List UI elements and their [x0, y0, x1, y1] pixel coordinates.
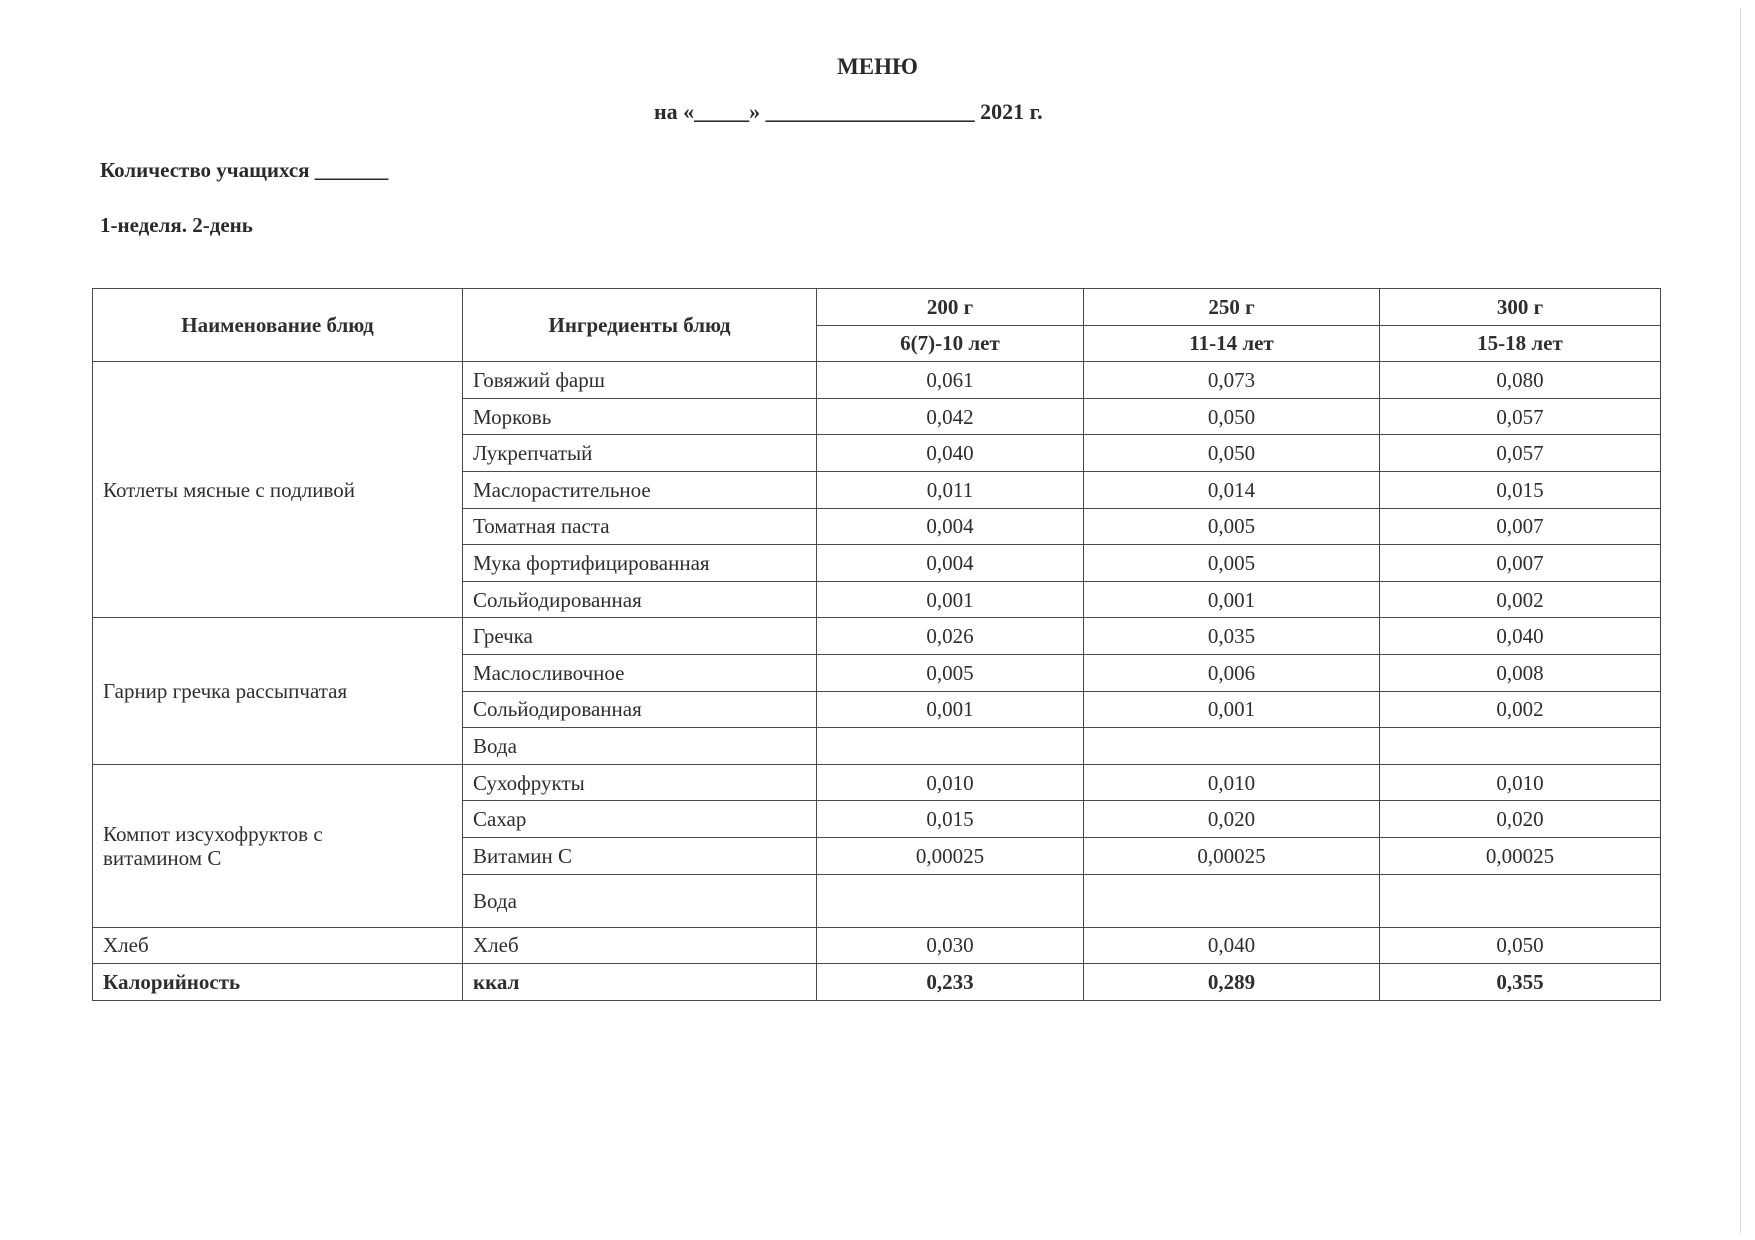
ingredient-name: Маслосливочное — [463, 654, 817, 691]
total-value: 0,289 — [1084, 964, 1380, 1001]
menu-table — [92, 288, 1661, 1001]
value-cell: 0,002 — [1380, 691, 1661, 728]
value-cell: 0,020 — [1380, 801, 1661, 838]
value-cell: 0,001 — [817, 691, 1084, 728]
table-row — [93, 618, 1661, 655]
value-cell: 0,026 — [817, 618, 1084, 655]
value-cell: 0,00025 — [817, 837, 1084, 874]
week-day-label: 1-неделя. 2-день — [100, 213, 253, 237]
students-count-line: Количество учащихся _______ — [100, 158, 389, 182]
value-cell: 0,040 — [817, 435, 1084, 472]
value-cell: 0,030 — [817, 927, 1084, 964]
header-weight-3: 300 г — [1380, 289, 1661, 326]
ingredient-name: Говяжий фарш — [463, 362, 817, 399]
value-cell: 0,001 — [1084, 691, 1380, 728]
header-row-weights — [93, 289, 1661, 326]
value-cell: 0,004 — [817, 545, 1084, 582]
value-cell: 0,040 — [1380, 618, 1661, 655]
header-weight-1: 200 г — [817, 289, 1084, 326]
value-cell: 0,005 — [817, 654, 1084, 691]
value-cell: 0,00025 — [1084, 837, 1380, 874]
value-cell: 0,080 — [1380, 362, 1661, 399]
value-cell — [817, 874, 1084, 927]
value-cell: 0,010 — [1084, 764, 1380, 801]
value-cell: 0,061 — [817, 362, 1084, 399]
value-cell: 0,015 — [1380, 471, 1661, 508]
value-cell: 0,007 — [1380, 545, 1661, 582]
header-age-2: 11-14 лет — [1084, 325, 1380, 362]
value-cell: 0,011 — [817, 471, 1084, 508]
value-cell: 0,050 — [1380, 927, 1661, 964]
document-title — [0, 52, 1755, 82]
table-row — [93, 764, 1661, 801]
header-dish: Наименование блюд — [93, 289, 463, 362]
value-cell: 0,014 — [1084, 471, 1380, 508]
ingredient-name: Морковь — [463, 398, 817, 435]
value-cell: 0,010 — [817, 764, 1084, 801]
header-ingredients: Ингредиенты блюд — [463, 289, 817, 362]
scan-edge-line — [1740, 8, 1741, 1233]
ingredient-name: Сольйодированная — [463, 691, 817, 728]
value-cell: 0,008 — [1380, 654, 1661, 691]
total-label: Калорийность — [93, 964, 463, 1001]
value-cell: 0,005 — [1084, 508, 1380, 545]
total-value: 0,355 — [1380, 964, 1661, 1001]
value-cell: 0,001 — [817, 581, 1084, 618]
value-cell: 0,050 — [1084, 398, 1380, 435]
header-age-3: 15-18 лет — [1380, 325, 1661, 362]
value-cell: 0,057 — [1380, 435, 1661, 472]
title-text: МЕНЮ — [837, 54, 918, 79]
ingredient-name: Витамин С — [463, 837, 817, 874]
table-row — [93, 927, 1661, 964]
table-row — [93, 362, 1661, 399]
ingredient-name: Лукрепчатый — [463, 435, 817, 472]
dish-name: Гарнир гречка рассыпчатая — [93, 618, 463, 764]
value-cell: 0,001 — [1084, 581, 1380, 618]
ingredient-name: Сухофрукты — [463, 764, 817, 801]
ingredient-name: Вода — [463, 874, 817, 927]
ingredient-name: Маслорастительное — [463, 471, 817, 508]
value-cell — [1380, 874, 1661, 927]
value-cell: 0,007 — [1380, 508, 1661, 545]
value-cell: 0,035 — [1084, 618, 1380, 655]
value-cell: 0,00025 — [1380, 837, 1661, 874]
ingredient-name: Гречка — [463, 618, 817, 655]
total-row — [93, 964, 1661, 1001]
value-cell — [817, 728, 1084, 765]
date-line: на «_____» ___________________ 2021 г. — [654, 99, 1043, 124]
value-cell: 0,040 — [1084, 927, 1380, 964]
ingredient-name: Сольйодированная — [463, 581, 817, 618]
value-cell — [1084, 874, 1380, 927]
total-unit: ккал — [463, 964, 817, 1001]
dish-name: Котлеты мясные с подливой — [93, 362, 463, 618]
value-cell: 0,010 — [1380, 764, 1661, 801]
value-cell: 0,042 — [817, 398, 1084, 435]
value-cell: 0,050 — [1084, 435, 1380, 472]
value-cell: 0,073 — [1084, 362, 1380, 399]
value-cell: 0,005 — [1084, 545, 1380, 582]
ingredient-name: Мука фортифицированная — [463, 545, 817, 582]
value-cell — [1380, 728, 1661, 765]
dish-name-line: витамином С — [103, 845, 222, 870]
dish-name-line: Компот изсухофруктов с — [103, 821, 323, 846]
dish-name: Хлеб — [93, 927, 463, 964]
value-cell: 0,015 — [817, 801, 1084, 838]
value-cell: 0,006 — [1084, 654, 1380, 691]
total-value: 0,233 — [817, 964, 1084, 1001]
ingredient-name: Вода — [463, 728, 817, 765]
value-cell: 0,002 — [1380, 581, 1661, 618]
value-cell: 0,020 — [1084, 801, 1380, 838]
ingredient-name: Томатная паста — [463, 508, 817, 545]
ingredient-name: Хлеб — [463, 927, 817, 964]
value-cell — [1084, 728, 1380, 765]
dish-name — [93, 764, 463, 927]
ingredient-name: Сахар — [463, 801, 817, 838]
header-age-1: 6(7)-10 лет — [817, 325, 1084, 362]
header-weight-2: 250 г — [1084, 289, 1380, 326]
value-cell: 0,004 — [817, 508, 1084, 545]
value-cell: 0,057 — [1380, 398, 1661, 435]
